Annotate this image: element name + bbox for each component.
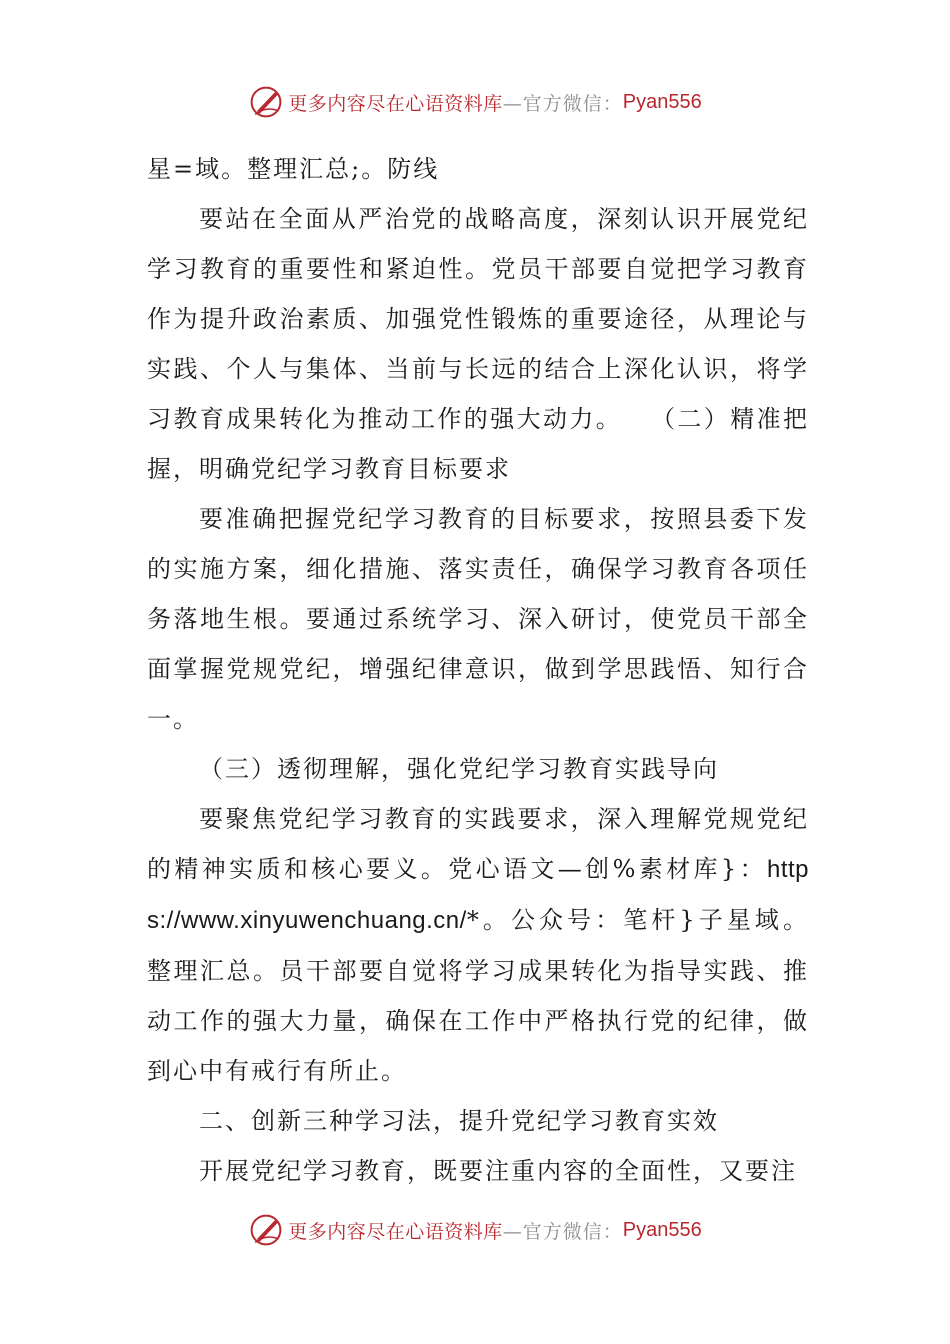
section-heading-2: 二、创新三种学习法，提升党纪学习教育实效 [199, 1107, 719, 1135]
website-url: https://www.xinyuwenchuang.cn/ [147, 856, 809, 934]
banner-title: 更多内容尽在心语资料库 [288, 1220, 503, 1243]
paragraph-5-part-a: 要聚焦党纪学习教育的实践要求，深入理解党规党纪的精神实质和核心要义。党心语文—创%素材库}： [147, 805, 809, 883]
banner-account: Pyan556 [622, 90, 702, 113]
banner-title: 更多内容尽在心语资料库 [288, 92, 503, 115]
paragraph-5-part-b: *。公众号：笔杆}子星域。整理汇总。员干部要自觉将学习成果转化为指导实践、推动工作的强大力量，确保在工作中严格执行党的纪律，做到心中有戒行有所止。 [147, 906, 809, 1085]
banner-separator: —官方微信： [502, 1220, 623, 1243]
pen-logo-icon [248, 1212, 284, 1248]
paragraph-2: 要站在全面从严治党的战略高度，深刻认识开展党纪学习教育的重要性和紧迫性。党员干部要自觉把学习教育作为提升政治素质、加强党性锻炼的重要途径，从理论与实践、个人与集体、当前与长远的结合上深化认识，将学习教育成果转化为推动工作的强大动力。 （二）精准把握，明确党纪学习教育目标要求 [147, 205, 809, 483]
pen-logo-icon [248, 84, 284, 120]
banner-separator: —官方微信： [502, 92, 623, 115]
banner-account: Pyan556 [622, 1218, 702, 1241]
paragraph-7: 开展党纪学习教育，既要注重内容的全面性，又要注 [199, 1157, 797, 1185]
document-body [147, 144, 809, 1196]
header-banner [0, 82, 950, 122]
paragraph-1: 星=域。整理汇总;。防线 [147, 155, 440, 183]
paragraph-3: 要准确把握党纪学习教育的目标要求，按照县委下发的实施方案，细化措施、落实责任，确保学习教育各项任务落地生根。要通过系统学习、深入研讨，使党员干部全面掌握党规党纪，增强纪律意识，做到学思践悟、知行合一。 [147, 505, 809, 733]
footer-banner [0, 1210, 950, 1250]
paragraph-5 [147, 794, 809, 1096]
section-heading-3: （三）透彻理解，强化党纪学习教育实践导向 [199, 755, 719, 783]
